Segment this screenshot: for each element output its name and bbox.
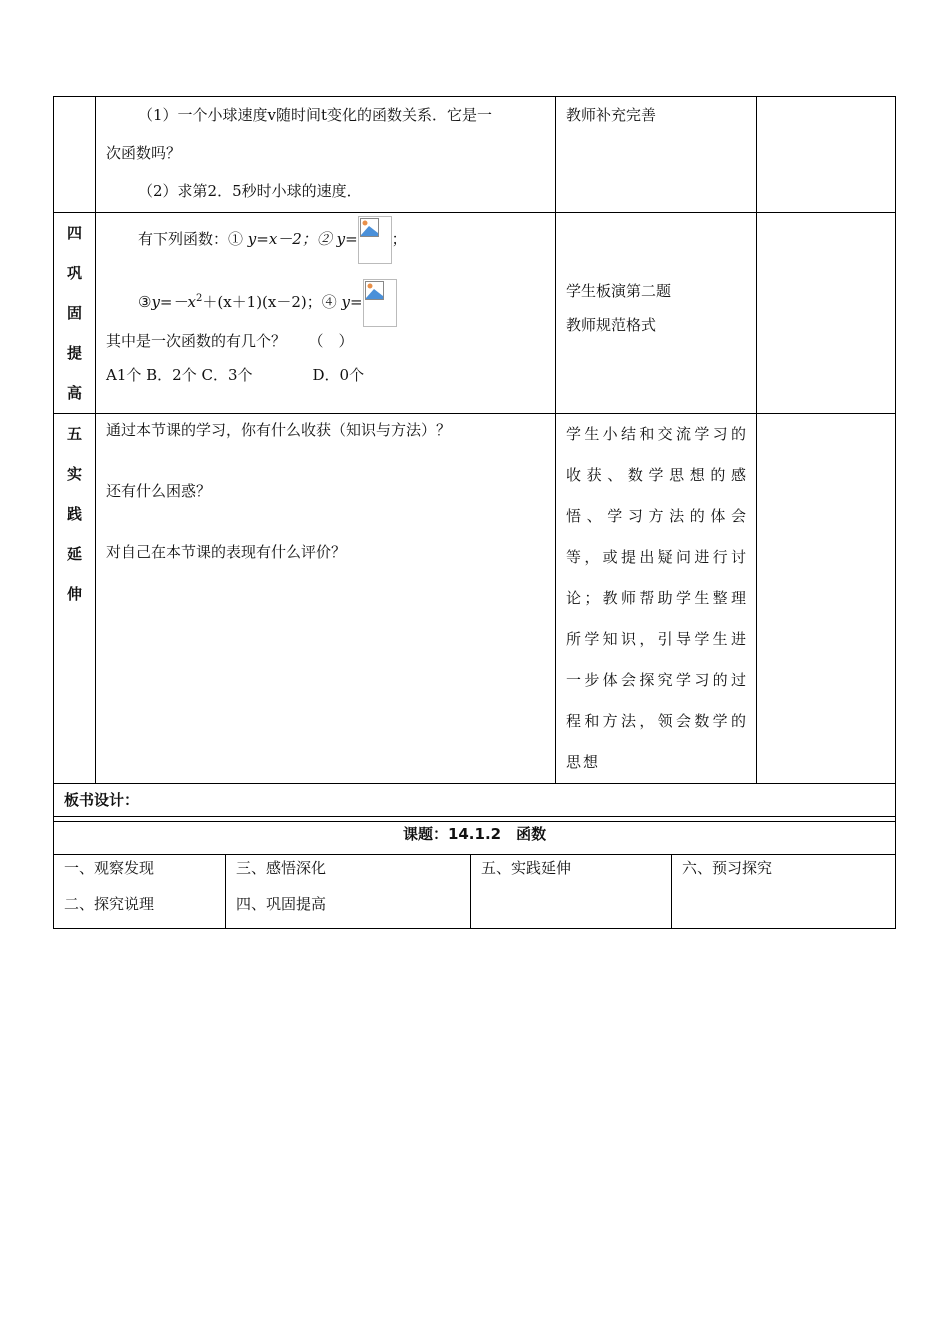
section5-teacher-text: 学生小结和交流学习的收获、数学思想的感悟、学习方法的体会等，或提出疑问进行讨论；教师帮助学生整理所学知识，引导学生进一步体会探究学习的过程和方法，领会数学的思想 <box>566 425 748 771</box>
function-3-b: ＋(x＋1)(x－2)；④ <box>202 293 337 311</box>
board-title: 板书设计： <box>64 791 140 809</box>
board-col-4 <box>672 855 896 929</box>
board-item: 五、实践延伸 <box>481 859 572 877</box>
section4-teacher-line-1: 学生板演第二题 <box>566 282 672 300</box>
board-topic-cell <box>54 817 896 855</box>
board-col-1 <box>54 855 226 929</box>
section5-label-char: 伸 <box>66 585 82 603</box>
broken-image-icon <box>363 279 397 327</box>
section4-label-char: 固 <box>66 304 82 322</box>
section3-label-cell <box>54 97 96 213</box>
section5-label-char: 践 <box>66 505 82 523</box>
function-3-circle: ③ <box>138 293 152 311</box>
section5-row <box>54 414 896 784</box>
section3-line-1: （1）一个小球速度v随时间t变化的函数关系．它是一 <box>138 106 493 124</box>
function-1: y=x－2；② <box>247 230 332 248</box>
section3-content-cell <box>96 97 556 213</box>
section3-line-3: （2）求第2．5秒时小球的速度． <box>138 182 362 200</box>
section4-label-char: 四 <box>66 224 82 242</box>
section5-notes-cell <box>757 414 896 784</box>
section5-label-char: 延 <box>66 545 82 563</box>
section4-label-char: 高 <box>66 384 82 402</box>
section5-teacher-cell <box>556 414 757 784</box>
section5-label-char: 五 <box>66 425 82 443</box>
section5-label-cell <box>54 414 96 784</box>
section4-teacher-line-2: 教师规范格式 <box>566 316 657 334</box>
section4-label-cell <box>54 213 96 414</box>
board-item: 四、巩固提高 <box>236 895 327 913</box>
board-item: 一、观察发现 <box>64 859 155 877</box>
board-item: 六、预习探究 <box>682 859 773 877</box>
board-col-3 <box>471 855 672 929</box>
board-col-2 <box>226 855 471 929</box>
section4-label-char: 巩 <box>66 264 82 282</box>
reflection-question-3: 对自己在本节课的表现有什么评价？ <box>106 543 347 561</box>
section3-teacher-text: 教师补充完善 <box>566 106 657 124</box>
board-topic-row <box>54 817 896 855</box>
board-items-row <box>54 855 896 929</box>
function-list-line-1 <box>96 215 555 263</box>
reflection-question-2: 还有什么困惑？ <box>106 482 212 500</box>
function-2-prefix: y= <box>336 230 358 248</box>
section4-content-cell <box>96 213 556 414</box>
section3-teacher-cell <box>556 97 757 213</box>
options-text: A1个 B．2个 C．3个 D．0个 <box>106 366 365 384</box>
section4-row <box>54 213 896 414</box>
function-3-a: y=－x <box>151 293 196 311</box>
board-topic: 课题：14.1.2 函数 <box>402 825 547 843</box>
section3-notes-cell <box>757 97 896 213</box>
function-4-prefix: y= <box>341 293 363 311</box>
section4-teacher-cell <box>556 213 757 414</box>
section4-label-char: 提 <box>66 344 82 362</box>
function-list-line-2 <box>96 275 555 323</box>
reflection-question-1: 通过本节课的学习，你有什么收获（知识与方法）？ <box>106 421 452 439</box>
section3-line-2: 次函数吗？ <box>106 144 182 162</box>
function-2-suffix: ； <box>391 230 407 248</box>
lesson-table <box>53 96 896 822</box>
section3-row <box>54 97 896 213</box>
question-text: 其中是一次函数的有几个？ （ ） <box>106 332 354 350</box>
board-item: 二、探究说理 <box>64 895 155 913</box>
section5-content-cell <box>96 414 556 784</box>
broken-image-icon <box>358 216 392 264</box>
board-table <box>53 816 896 929</box>
function-intro: 有下列函数：① <box>138 230 244 248</box>
board-item: 三、感悟深化 <box>236 859 327 877</box>
function-3-exponent: 2 <box>195 293 203 304</box>
section4-notes-cell <box>757 213 896 414</box>
section5-label-char: 实 <box>66 465 82 483</box>
